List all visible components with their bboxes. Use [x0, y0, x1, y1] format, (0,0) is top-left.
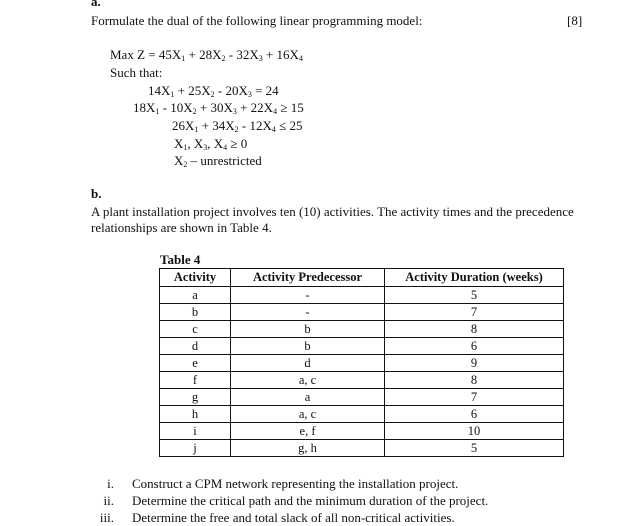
- header-duration: Activity Duration (weeks): [385, 269, 564, 287]
- table-row: [160, 321, 564, 338]
- activity-cell: j: [160, 440, 231, 457]
- predecessor-cell: e, f: [231, 423, 385, 440]
- constraint-1: $14X_1 + 25X_2 - 20X_3 = 24$: [148, 83, 279, 99]
- activity-cell: d: [160, 338, 231, 355]
- table-header-row: [160, 269, 564, 287]
- table-row: [160, 423, 564, 440]
- predecessor-cell: d: [231, 355, 385, 372]
- activity-cell: f: [160, 372, 231, 389]
- part-a-label: a.: [91, 0, 101, 9]
- predecessor-cell: b: [231, 338, 385, 355]
- table-row: [160, 338, 564, 355]
- activity-cell: g: [160, 389, 231, 406]
- constraint-3: $26X_1 + 34X_2 - 12X_4 \le 25$: [172, 118, 303, 134]
- part-a-marks: [8]: [567, 13, 583, 28]
- unrestricted-variable: $X_2$ – unrestricted: [174, 153, 262, 169]
- duration-cell: 9: [385, 355, 564, 372]
- question-number: iii.: [99, 510, 114, 525]
- predecessor-cell: b: [231, 321, 385, 338]
- part-a-heading: Formulate the dual of the following linear programming model:: [91, 13, 423, 28]
- table-title: Table 4: [160, 252, 201, 267]
- nonnegativity-constraint: $X_1$, $X_3$, $X_4 \ge 0$: [174, 136, 248, 152]
- question-text: Determine the critical path and the minimum duration of the project.: [132, 493, 489, 508]
- duration-cell: 10: [385, 423, 564, 440]
- duration-cell: 5: [385, 287, 564, 304]
- part-b-label: b.: [91, 186, 102, 201]
- constraint-2: $18X_1 - 10X_2 + 30X_3 + 22X_4 \ge 15$: [133, 100, 304, 116]
- header-predecessor: Activity Predecessor: [231, 269, 385, 287]
- duration-cell: 8: [385, 321, 564, 338]
- predecessor-cell: -: [231, 304, 385, 321]
- objective-function: Max $Z = 45X_1 + 28X_2 - 32X_3 + 16X_4$: [110, 47, 303, 63]
- activity-cell: e: [160, 355, 231, 372]
- table-row: [160, 287, 564, 304]
- table-row: [160, 372, 564, 389]
- table-row: [160, 440, 564, 457]
- activity-cell: i: [160, 423, 231, 440]
- table-row: [160, 406, 564, 423]
- duration-cell: 7: [385, 304, 564, 321]
- activity-cell: h: [160, 406, 231, 423]
- duration-cell: 6: [385, 406, 564, 423]
- such-that-label: Such that:: [110, 65, 163, 80]
- table-row: [160, 355, 564, 372]
- question-number: ii.: [103, 493, 114, 508]
- activity-cell: b: [160, 304, 231, 321]
- question-text: Construct a CPM network representing the installation project.: [132, 476, 459, 491]
- predecessor-cell: a, c: [231, 372, 385, 389]
- predecessor-cell: a: [231, 389, 385, 406]
- predecessor-cell: -: [231, 287, 385, 304]
- activity-cell: c: [160, 321, 231, 338]
- duration-cell: 6: [385, 338, 564, 355]
- predecessor-cell: a, c: [231, 406, 385, 423]
- question-text: Determine the free and total slack of all non-critical activities.: [132, 510, 455, 525]
- duration-cell: 5: [385, 440, 564, 457]
- predecessor-cell: g, h: [231, 440, 385, 457]
- header-activity: Activity: [160, 269, 231, 287]
- part-b-intro-line-2: relationships are shown in Table 4.: [91, 220, 272, 235]
- question-number: i.: [107, 476, 114, 491]
- table-row: [160, 304, 564, 321]
- duration-cell: 8: [385, 372, 564, 389]
- part-b-intro-line-1: A plant installation project involves ten (10) activities. The activity times and the precedence: [91, 204, 574, 219]
- activity-table: [159, 268, 564, 457]
- activity-cell: a: [160, 287, 231, 304]
- duration-cell: 7: [385, 389, 564, 406]
- table-row: [160, 389, 564, 406]
